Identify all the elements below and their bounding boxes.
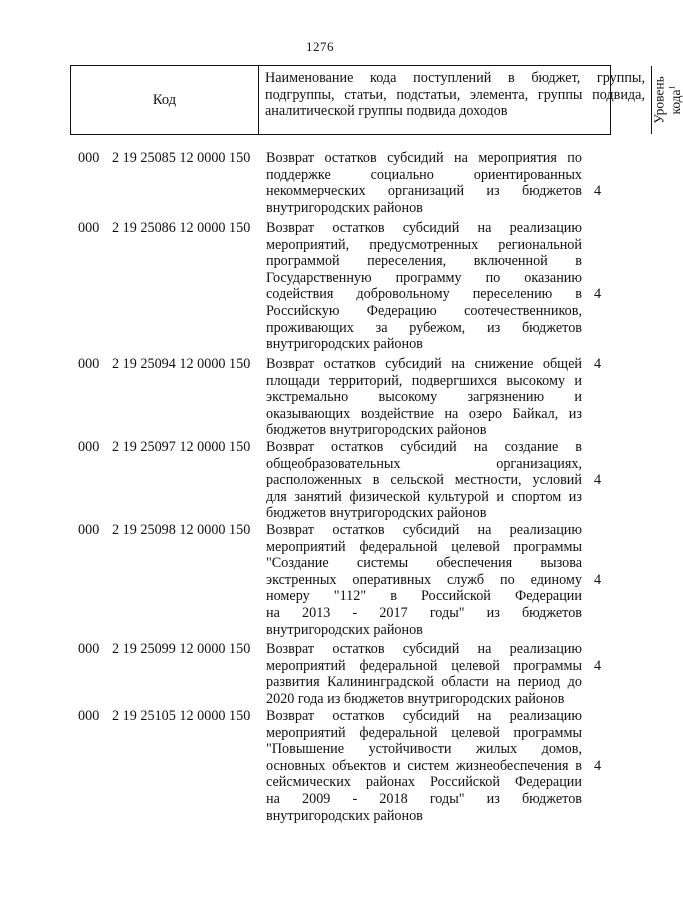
page-number: 1276 [306,39,334,54]
row-description-line: содействия добровольному переселению в [266,286,582,303]
header-code: Код [71,66,259,134]
header-level [652,66,682,134]
row-revenue-code: 2 19 25086 12 0000 150 [112,220,251,236]
row-description [266,522,582,638]
row-revenue-code: 2 19 25097 12 0000 150 [112,439,251,455]
row-description-line: бюджетов внутригородских районов [266,422,487,439]
row-description-line: Возврат остатков субсидий на реализацию [266,220,582,236]
row-description-line: Возврат остатков субсидий на реализацию [266,641,582,657]
row-description-line: номеру "112" в Российской Федерации [266,588,582,605]
row-description-line: внутригородских районов [266,621,423,638]
row-description-line: расположенных в сельской местности, условий [266,472,582,489]
row-revenue-code: 2 19 25105 12 0000 150 [112,708,251,724]
row-description-line: площади территорий, подвергшихся высокому и [266,372,582,389]
header-level-label [652,76,682,124]
row-description-line: экстренных оперативных служб по единому [266,571,582,588]
row-level: 4 [594,356,602,372]
row-admin-code: 000 [78,708,100,724]
row-description-line: внутригородских районов [266,199,423,216]
row-description-line: мероприятий, предусмотренных региональной [266,236,582,253]
row-description [266,641,582,707]
row-level: 4 [594,183,602,200]
row-level: 4 [594,472,602,489]
table-header [70,65,683,135]
row-description [266,708,582,824]
row-description-line: мероприятий федеральной целевой программы [266,724,582,741]
row-description-line: программой переселения, включенной в [266,253,582,270]
row-admin-code: 000 [78,220,100,236]
row-description-line: мероприятий федеральной целевой программы [266,657,582,674]
row-admin-code: 000 [78,150,100,166]
row-description-line: бюджетов внутригородских районов [266,505,487,522]
row-admin-code: 000 [78,522,100,538]
row-description-line: внутригородских районов [266,336,423,353]
row-description-line: развития Калининградской области на период до [266,674,582,691]
row-description-line: поддержке социально ориентированных [266,166,582,183]
row-description-line: 2020 года из бюджетов внутригородских районов [266,690,565,707]
row-description-line: "Повышение устойчивости жилых домов, [266,741,582,758]
row-admin-code: 000 [78,641,100,657]
row-description-line: Возврат остатков субсидий на снижение общей [266,356,582,372]
row-description-line: проживающих за рубежом, из бюджетов [266,319,582,336]
row-description-line: "Создание системы обеспечения вызова [266,555,582,572]
row-level: 4 [594,286,602,303]
row-description-line: Возврат остатков субсидий на мероприятия по [266,150,582,166]
row-revenue-code: 2 19 25094 12 0000 150 [112,356,251,372]
row-description-line: сейсмических районах Российской Федерации [266,774,582,791]
header-level-line1: Уровень [651,76,667,124]
header-level-line2: кода [667,89,683,115]
row-description-line: экстремально высокому загрязнению и [266,389,582,406]
row-description-line: Государственную программу по оказанию [266,269,582,286]
row-description [266,356,582,439]
row-level: 4 [594,571,602,588]
row-description-line: внутригородских районов [266,807,423,824]
row-description-line: Возврат остатков субсидий на реализацию [266,708,582,724]
row-description-line: мероприятий федеральной целевой программы [266,538,582,555]
row-description-line: Возврат остатков субсидий на создание в [266,439,582,455]
row-description [266,150,582,216]
row-description-line: на 2009 - 2018 годы" из бюджетов [266,790,582,807]
row-description-line: оказывающих воздействие на озеро Байкал, из [266,405,582,422]
header-level-footnote: 1 [667,85,677,90]
row-revenue-code: 2 19 25085 12 0000 150 [112,150,251,166]
row-description-line: Возврат остатков субсидий на реализацию [266,522,582,538]
row-revenue-code: 2 19 25099 12 0000 150 [112,641,251,657]
row-level: 4 [594,657,602,674]
row-admin-code: 000 [78,356,100,372]
row-description-line: общеобразовательных организациях, [266,455,582,472]
row-description [266,439,582,522]
row-level: 4 [594,757,602,774]
row-description-line: некоммерческих организаций из бюджетов [266,183,582,200]
row-admin-code: 000 [78,439,100,455]
row-description-line: Российскую Федерацию соотечественников, [266,302,582,319]
row-description-line: основных объектов и систем жизнеобеспечения в [266,757,582,774]
row-revenue-code: 2 19 25098 12 0000 150 [112,522,251,538]
row-description-line: для занятий физической культурой и спортом из [266,488,582,505]
row-description-line: на 2013 - 2017 годы" из бюджетов [266,604,582,621]
header-name: Наименование кода поступлений в бюджет, группы, подгруппы, статьи, подстатьи, элемента, группы подвида, аналитической группы подвида доходов [259,66,652,134]
row-description [266,220,582,353]
